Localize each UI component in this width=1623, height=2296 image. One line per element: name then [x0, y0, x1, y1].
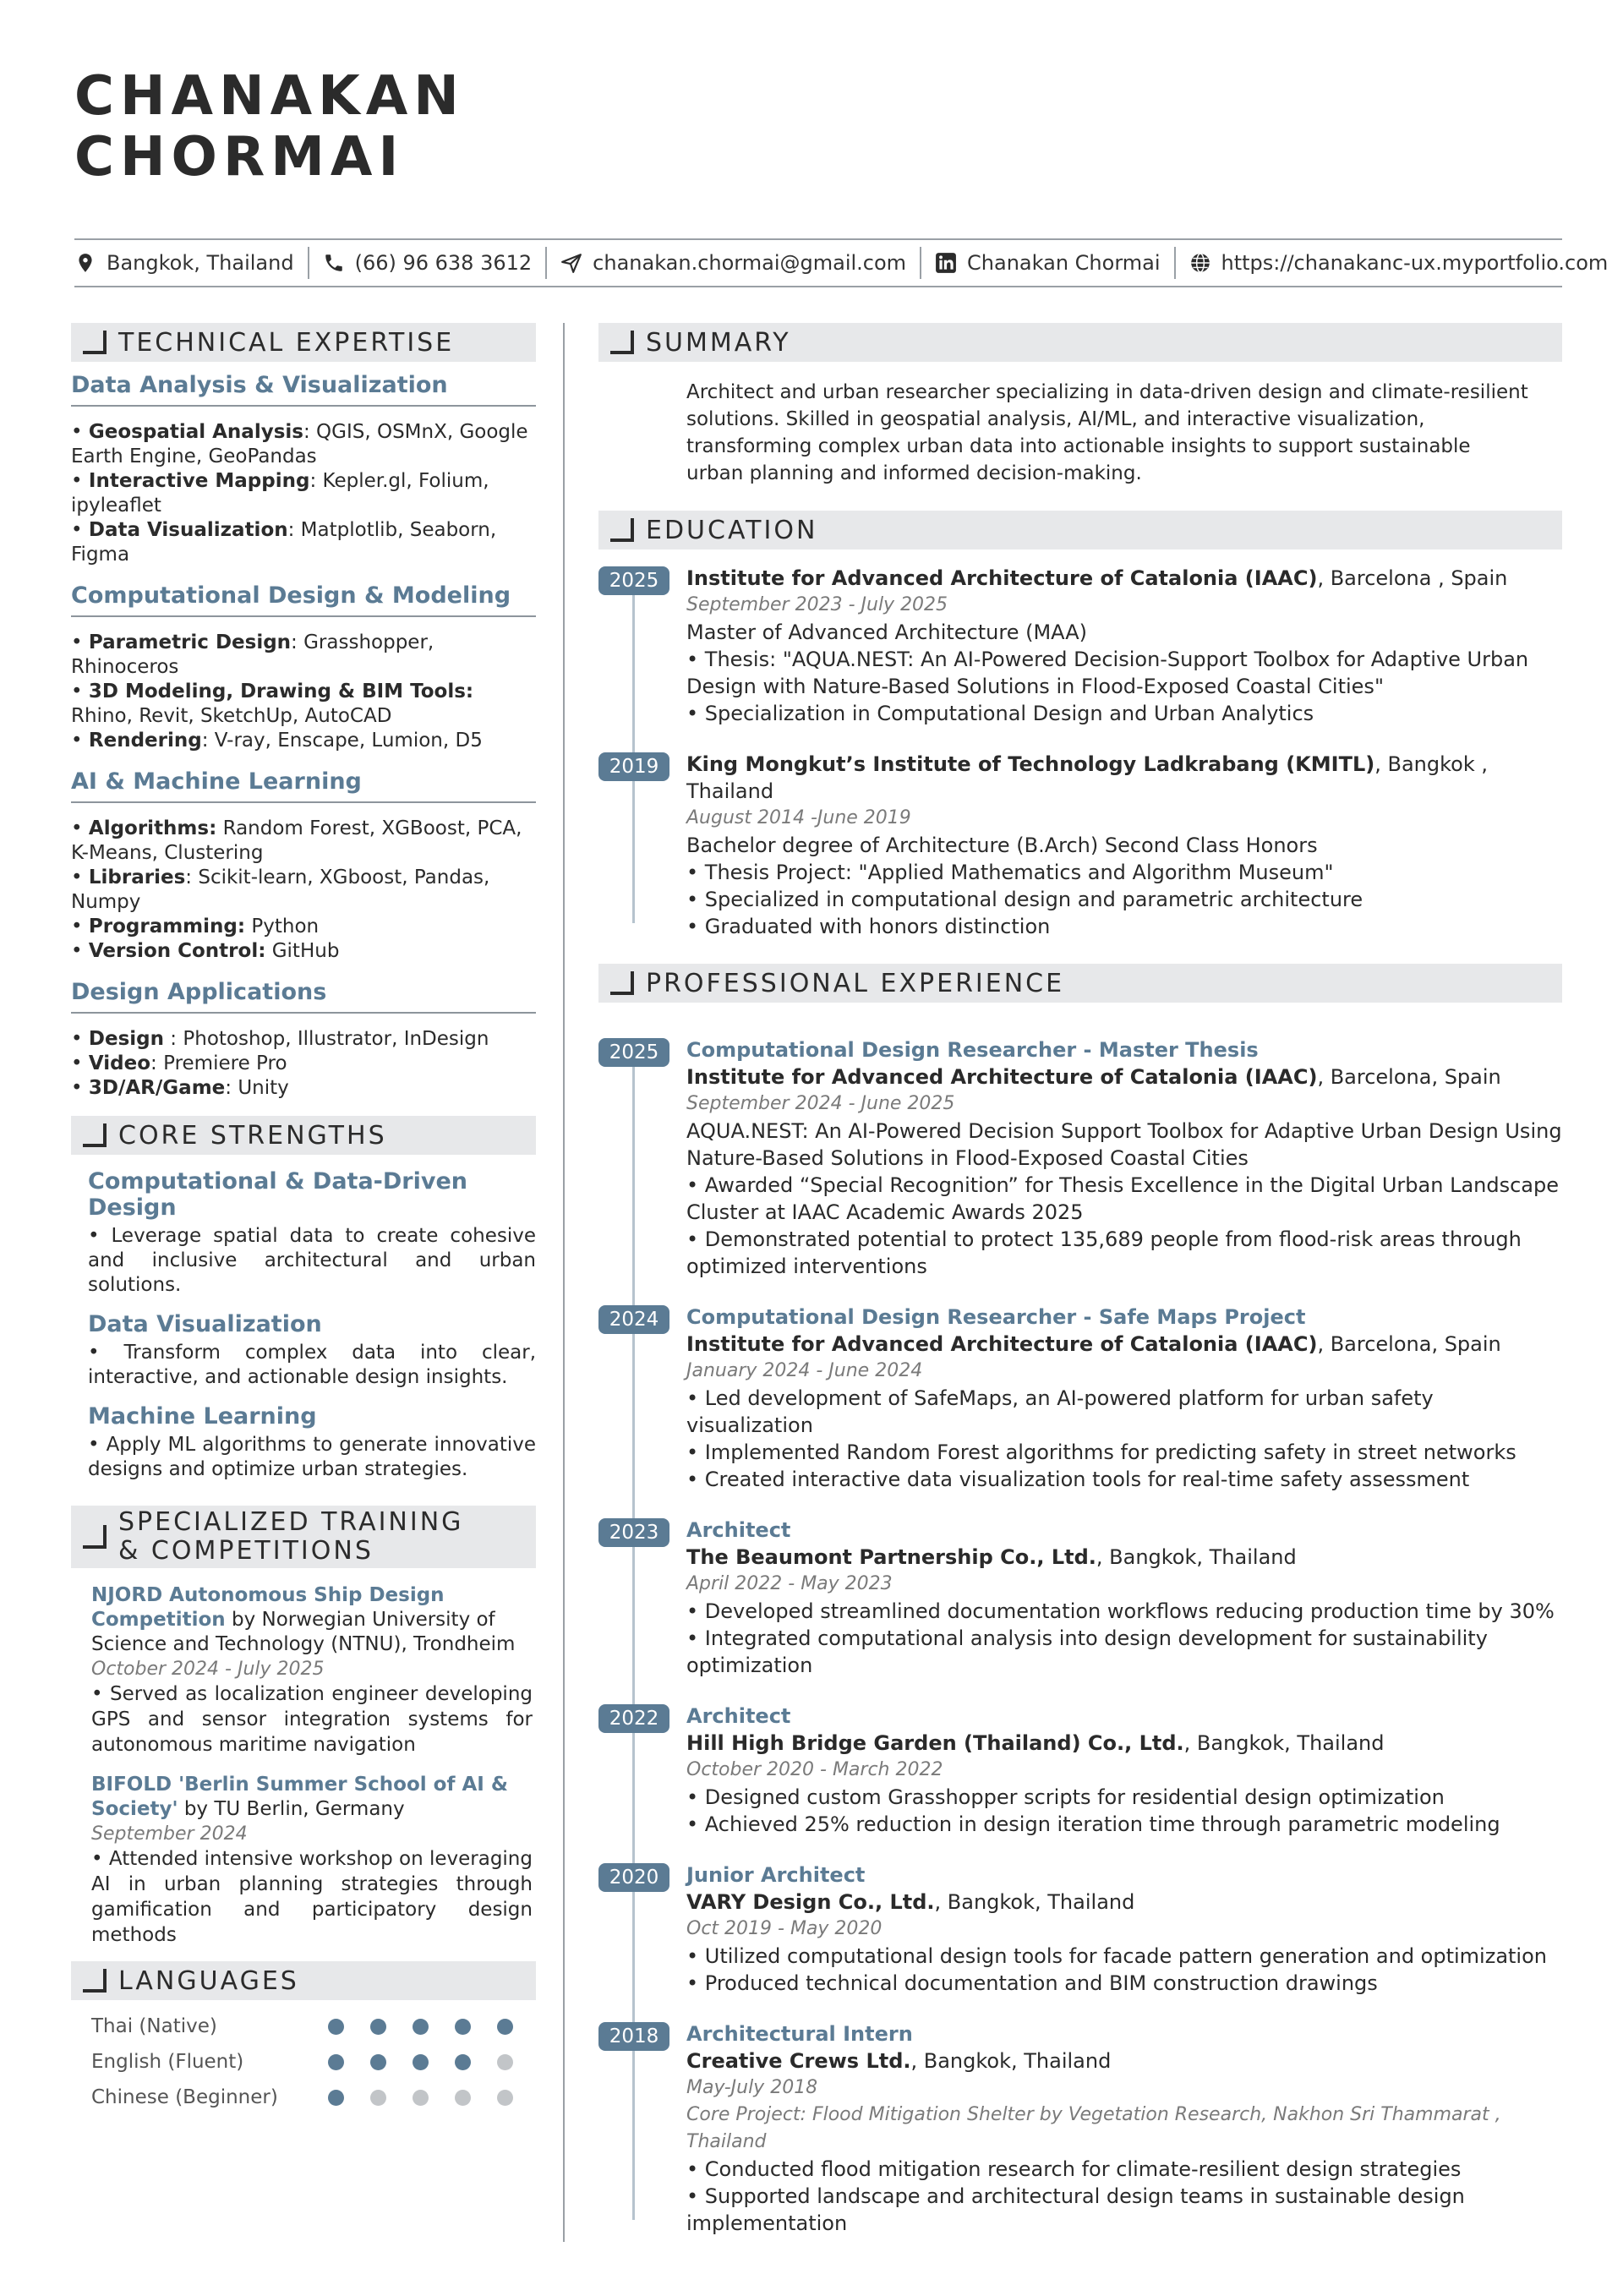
right-column: [598, 323, 1562, 2260]
contact-website[interactable]: [1174, 247, 1622, 279]
date-range: January 2024 - June 2024: [686, 1360, 923, 1381]
level-dot: [455, 2054, 471, 2070]
phone-icon: [323, 252, 345, 274]
training-date: October 2024 - July 2025: [91, 1659, 325, 1680]
last-name: CHORMAI: [74, 126, 405, 189]
level-dot: [328, 2090, 344, 2106]
organization-location: , Barcelona, Spain: [1317, 1065, 1501, 1089]
language-label: English (Fluent): [91, 2051, 244, 2073]
skill-item: • Video: Premiere Pro: [71, 1052, 287, 1074]
strength-text: • Transform complex data into clear, interactive, and actionable design insights.: [88, 1342, 536, 1388]
detail-line: Master of Advanced Architecture (MAA): [686, 620, 1088, 644]
contact-email[interactable]: [545, 247, 920, 279]
year-badge: 2023: [598, 1518, 669, 1547]
detail-line: AQUA.NEST: An AI-Powered Decision Support Toolbox for Adaptive Urban Design Using Nature-Based Solutions in Flood-Exposed Coastal Cities: [686, 1119, 1562, 1170]
corner-bracket-icon: [83, 1969, 107, 1993]
skill-item: • Geospatial Analysis: QGIS, OSMnX, Google Earth Engine, GeoPandas: [71, 421, 528, 467]
language-level: [328, 2054, 513, 2070]
contact-phone[interactable]: [308, 247, 546, 279]
organization: [686, 1730, 1562, 1757]
strength-text: • Apply ML algorithms to generate innovative designs and optimize urban strategies.: [88, 1434, 536, 1480]
corner-bracket-icon: [83, 331, 107, 354]
linkedin-link[interactable]: Chanakan Chormai: [967, 251, 1161, 275]
strength-heading: Machine Learning: [88, 1403, 317, 1430]
education-header: [598, 511, 1562, 549]
skill-group-heading: AI & Machine Learning: [71, 768, 536, 803]
summary-header: [598, 323, 1562, 362]
resume-name: [74, 66, 465, 188]
timeline-entry: [598, 2020, 1562, 2237]
level-dot: [413, 2090, 429, 2106]
skill-group: [71, 582, 536, 753]
skill-item: • Algorithms: Random Forest, XGBoost, PCA, K-Means, Clustering: [71, 817, 522, 864]
training-item: [71, 1773, 536, 1948]
organization: [686, 1544, 1562, 1571]
corner-bracket-icon: [610, 331, 634, 354]
timeline-entry: [598, 1304, 1562, 1493]
detail-line: • Thesis: "AQUA.NEST: An AI-Powered Decision-Support Toolbox for Adaptive Urban Design with Nature-Based Solutions in Flood-Exposed Coastal Cities": [686, 648, 1529, 698]
level-dot: [370, 2019, 386, 2035]
phone-text: (66) 96 638 3612: [354, 251, 533, 275]
organization: [686, 1063, 1562, 1091]
timeline-entry: [598, 1036, 1562, 1280]
detail-line: • Thesis Project: "Applied Mathematics and Algorithm Museum": [686, 861, 1334, 884]
level-dot: [497, 2090, 513, 2106]
skill-group-heading: Data Analysis & Visualization: [71, 372, 536, 407]
level-dot: [497, 2019, 513, 2035]
detail-line: • Utilized computational design tools for facade pattern generation and optimization: [686, 1944, 1547, 1968]
organization-location: , Barcelona , Spain: [1317, 566, 1508, 590]
strength-item: [71, 1311, 536, 1390]
skill-item: • Rendering: V-ray, Enscape, Lumion, D5: [71, 730, 483, 752]
timeline-entry: [598, 1861, 1562, 1997]
location-pin-icon: [74, 252, 96, 274]
year-badge: 2018: [598, 2022, 669, 2051]
skill-group-heading: Design Applications: [71, 979, 536, 1014]
job-title: Junior Architect: [686, 1863, 866, 1887]
technical-expertise-header: [71, 323, 536, 362]
detail-line: Bachelor degree of Architecture (B.Arch) Second Class Honors: [686, 834, 1318, 857]
organization: [686, 1889, 1562, 1916]
level-dot: [370, 2054, 386, 2070]
training-heading: BIFOLD 'Berlin Summer School of AI & Society' by TU Berlin, Germany: [91, 1774, 508, 1820]
corner-bracket-icon: [83, 1123, 107, 1147]
organization: [686, 751, 1562, 805]
level-dot: [328, 2054, 344, 2070]
job-title: Architect: [686, 1518, 791, 1542]
section-title: PROFESSIONAL EXPERIENCE: [646, 968, 1065, 998]
timeline-entry: [598, 565, 1562, 727]
skill-item: • 3D Modeling, Drawing & BIM Tools: Rhino, Revit, SketchUp, AutoCAD: [71, 681, 474, 727]
detail-line: • Supported landscape and architectural design teams in sustainable design implementation: [686, 2184, 1465, 2235]
language-label: Thai (Native): [91, 2015, 217, 2037]
language-row: [71, 2044, 536, 2080]
language-level: [328, 2019, 513, 2035]
skill-group-heading: Computational Design & Modeling: [71, 582, 536, 617]
date-range: September 2023 - July 2025: [686, 594, 948, 615]
date-range: Oct 2019 - May 2020: [686, 1918, 883, 1939]
website-link[interactable]: https://chanakanc-ux.myportfolio.com: [1221, 251, 1609, 275]
skill-item: • Parametric Design: Grasshopper, Rhinoceros: [71, 631, 434, 678]
project-note: Core Project: Flood Mitigation Shelter by Vegetation Research, Nakhon Sri Thammarat , Thailand: [686, 2104, 1501, 2152]
skill-group: [71, 768, 536, 964]
detail-line: • Demonstrated potential to protect 135,689 people from flood-risk areas through optimized interventions: [686, 1227, 1522, 1278]
strength-item: [71, 1403, 536, 1482]
level-dot: [328, 2019, 344, 2035]
detail-line: • Created interactive data visualization tools for real-time safety assessment: [686, 1468, 1470, 1491]
languages-header: [71, 1961, 536, 2000]
training-text: • Attended intensive workshop on leveraging AI in urban planning strategies through gamification and participatory design methods: [91, 1848, 533, 1946]
organization-name: The Beaumont Partnership Co., Ltd.: [686, 1545, 1096, 1569]
organization-name: King Mongkut’s Institute of Technology Ladkrabang (KMITL): [686, 752, 1375, 776]
detail-line: • Graduated with honors distinction: [686, 915, 1051, 938]
training-heading: NJORD Autonomous Ship Design Competition by Norwegian University of Science and Technology (NTNU), Trondheim: [91, 1584, 516, 1655]
training-header: [71, 1506, 536, 1568]
date-range: May-July 2018: [686, 2077, 818, 2098]
detail-line: • Specialization in Computational Design and Urban Analytics: [686, 702, 1314, 725]
year-badge: 2020: [598, 1863, 669, 1892]
detail-line: • Developed streamlined documentation workflows reducing production time by 30%: [686, 1599, 1555, 1623]
organization: [686, 1331, 1562, 1358]
year-badge: 2025: [598, 566, 669, 595]
strength-heading: Computational & Data-Driven Design: [88, 1168, 468, 1221]
email-link[interactable]: chanakan.chormai@gmail.com: [593, 251, 907, 275]
contact-bar: [74, 238, 1609, 287]
skill-group: [71, 372, 536, 567]
skill-group: [71, 979, 536, 1101]
core-strengths-header: [71, 1116, 536, 1155]
detail-line: • Conducted flood mitigation research for climate-resilient design strategies: [686, 2157, 1462, 2181]
detail-line: • Specialized in computational design and parametric architecture: [686, 888, 1363, 911]
location-text: Bangkok, Thailand: [107, 251, 294, 275]
level-dot: [370, 2090, 386, 2106]
organization: [686, 2047, 1562, 2075]
organization-name: VARY Design Co., Ltd.: [686, 1890, 935, 1914]
skill-item: • Design : Photoshop, Illustrator, InDesign: [71, 1028, 489, 1050]
organization: [686, 565, 1562, 592]
detail-line: • Integrated computational analysis into design development for sustainability optimization: [686, 1626, 1488, 1677]
section-title: CORE STRENGTHS: [118, 1120, 387, 1151]
detail-line: • Awarded “Special Recognition” for Thesis Excellence in the Digital Urban Landscape Cluster at IAAC Academic Awards 2025: [686, 1173, 1559, 1224]
contact-linkedin[interactable]: [920, 247, 1173, 279]
detail-line: • Implemented Random Forest algorithms for predicting safety in street networks: [686, 1440, 1516, 1464]
section-title: SUMMARY: [646, 327, 791, 358]
date-range: April 2022 - May 2023: [686, 1573, 893, 1594]
training-item: [71, 1583, 536, 1758]
language-list: [71, 2009, 536, 2115]
job-title: Architect: [686, 1704, 791, 1728]
organization-name: Institute for Advanced Architecture of Catalonia (IAAC): [686, 1332, 1318, 1356]
skill-item: • Libraries: Scikit-learn, XGboost, Pandas, Numpy: [71, 866, 490, 913]
detail-line: • Produced technical documentation and BIM construction drawings: [686, 1971, 1378, 1995]
organization-location: , Bangkok , Thailand: [686, 752, 1488, 803]
level-dot: [455, 2090, 471, 2106]
organization-location: , Bangkok, Thailand: [934, 1890, 1135, 1914]
job-title: Architectural Intern: [686, 2022, 913, 2046]
organization-name: Institute for Advanced Architecture of Catalonia (IAAC): [686, 566, 1318, 590]
linkedin-icon: [935, 252, 957, 274]
level-dot: [455, 2019, 471, 2035]
timeline-entry: [598, 751, 1562, 940]
section-title: EDUCATION: [646, 515, 818, 545]
corner-bracket-icon: [610, 518, 634, 542]
timeline-entry: [598, 1703, 1562, 1838]
organization-location: , Bangkok, Thailand: [1183, 1731, 1385, 1755]
send-icon: [560, 252, 582, 274]
left-column: [71, 323, 536, 2115]
experience-header: [598, 964, 1562, 1003]
organization-name: Institute for Advanced Architecture of Catalonia (IAAC): [686, 1065, 1318, 1089]
organization-name: Hill High Bridge Garden (Thailand) Co., Ltd.: [686, 1731, 1184, 1755]
skill-item: • Data Visualization: Matplotlib, Seaborn, Figma: [71, 519, 497, 566]
first-name: CHANAKAN: [74, 65, 465, 128]
year-badge: 2024: [598, 1305, 669, 1334]
detail-line: • Designed custom Grasshopper scripts for residential design optimization: [686, 1785, 1445, 1809]
contact-location: [74, 247, 308, 279]
experience-timeline: [598, 1036, 1562, 2237]
job-title: Computational Design Researcher - Master Thesis: [686, 1038, 1259, 1062]
globe-icon: [1189, 252, 1211, 274]
timeline-entry: [598, 1517, 1562, 1679]
language-level: [328, 2090, 513, 2106]
organization-location: , Barcelona, Spain: [1317, 1332, 1501, 1356]
language-row: [71, 2080, 536, 2115]
date-range: September 2024 - June 2025: [686, 1093, 955, 1114]
date-range: August 2014 -June 2019: [686, 807, 911, 828]
skill-item: • Interactive Mapping: Kepler.gl, Folium, ipyleaflet: [71, 470, 489, 517]
column-divider: [563, 323, 565, 2242]
year-badge: 2025: [598, 1038, 669, 1067]
skill-item: • 3D/AR/Game: Unity: [71, 1077, 289, 1099]
level-dot: [413, 2019, 429, 2035]
corner-bracket-icon: [83, 1525, 107, 1549]
training-date: September 2024: [91, 1823, 248, 1845]
section-title: TECHNICAL EXPERTISE: [118, 327, 455, 358]
year-badge: 2022: [598, 1704, 669, 1733]
organization-location: , Bangkok, Thailand: [1096, 1545, 1297, 1569]
skill-item: • Version Control: GitHub: [71, 940, 340, 962]
corner-bracket-icon: [610, 971, 634, 995]
strength-item: [71, 1168, 536, 1298]
detail-line: • Achieved 25% reduction in design iteration time through parametric modeling: [686, 1812, 1500, 1836]
section-title: SPECIALIZED TRAINING & COMPETITIONS: [118, 1507, 464, 1566]
strength-heading: Data Visualization: [88, 1311, 322, 1337]
strength-text: • Leverage spatial data to create cohesive and inclusive architectural and urban solutions.: [88, 1225, 536, 1296]
language-row: [71, 2009, 536, 2044]
language-label: Chinese (Beginner): [91, 2086, 278, 2108]
education-timeline: [598, 565, 1562, 940]
level-dot: [497, 2054, 513, 2070]
skill-item: • Programming: Python: [71, 916, 320, 938]
year-badge: 2019: [598, 752, 669, 781]
level-dot: [413, 2054, 429, 2070]
organization-name: Creative Crews Ltd.: [686, 2049, 911, 2073]
training-text: • Served as localization engineer developing GPS and sensor integration systems for autonomous maritime navigation: [91, 1683, 533, 1756]
organization-location: , Bangkok, Thailand: [910, 2049, 1112, 2073]
job-title: Computational Design Researcher - Safe Maps Project: [686, 1305, 1306, 1329]
section-title: LANGUAGES: [118, 1965, 299, 1996]
date-range: October 2020 - March 2022: [686, 1759, 943, 1780]
detail-line: • Led development of SafeMaps, an AI-powered platform for urban safety visualization: [686, 1386, 1434, 1437]
summary-text: Architect and urban researcher specializing in data-driven design and climate-resilient solutions. Skilled in geospatial analysis, AI/ML, and interactive visualization, transforming complex urban data into actionable insights to support sustainable urban planning and informed decision-making.: [686, 381, 1528, 484]
